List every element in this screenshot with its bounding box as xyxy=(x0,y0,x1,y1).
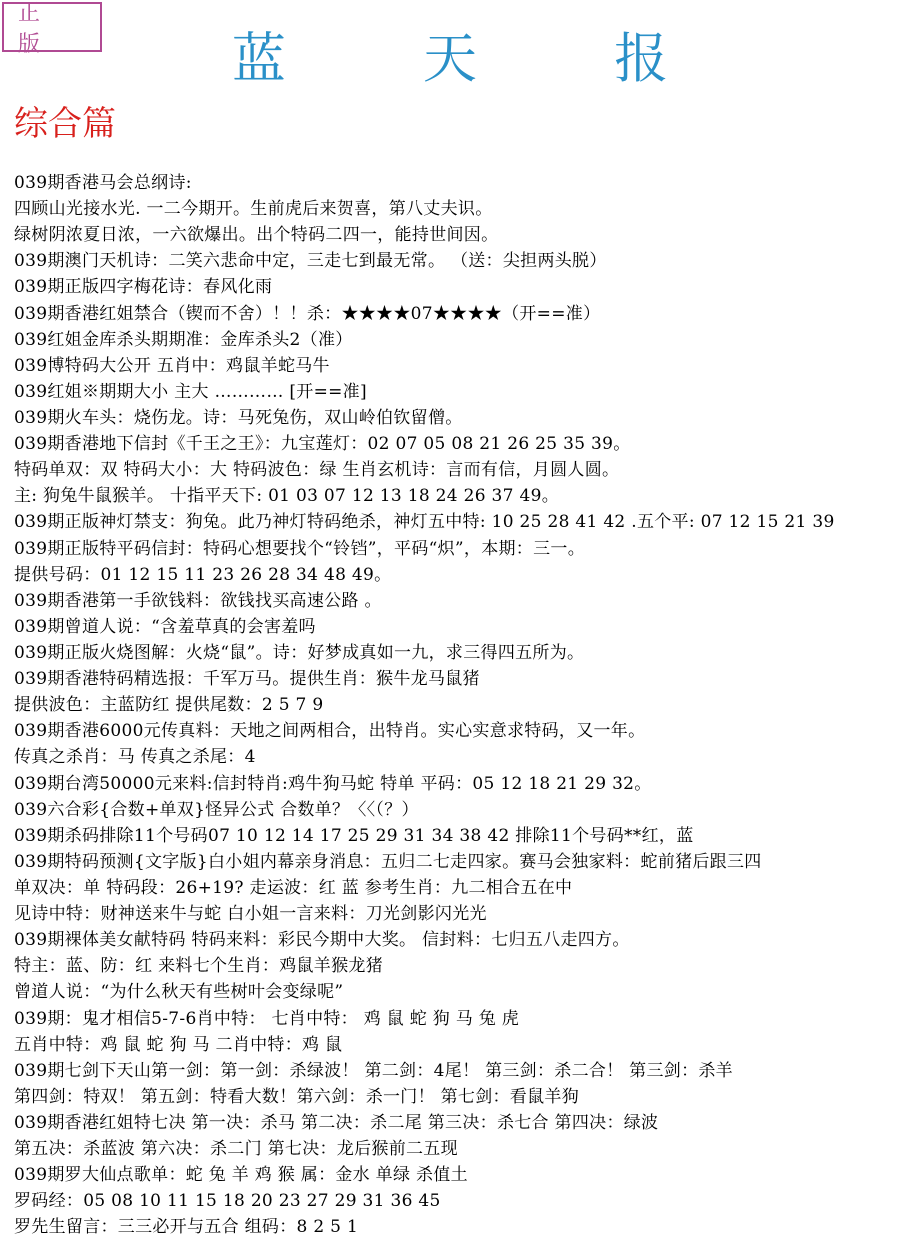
content-lines xyxy=(14,170,898,1240)
text-line: 039期正版神灯禁支：狗兔。此乃神灯特码绝杀，神灯五中特: 10 25 28 41 42 .五个平: 07 12 15 21 39 xyxy=(14,512,835,533)
text-line: 第五决：杀蓝波 第六决：杀二门 第七决：龙后猴前二五现 xyxy=(14,1139,458,1160)
text-line: 039期特码预测{文字版}白小姐内幕亲身消息：五归二七走四家。赛马会独家料：蛇前猪后跟三四 xyxy=(14,851,762,872)
text-line: 罗先生留言：三三必开与五合 组码：8 2 5 1 xyxy=(14,1217,359,1238)
text-line: 见诗中特：财神送来牛与蛇 白小姐一言来料：刀光剑影闪光光 xyxy=(14,904,487,925)
text-line: 039期澳门天机诗：二笑六悲命中定，三走七到最无常。 （送：尖担两头脱） xyxy=(14,251,607,272)
text-line: 039期正版四字梅花诗：春风化雨 xyxy=(14,277,273,298)
text-line: 单双决：单 特码段：26+19? 走运波：红 蓝 参考生肖：九二相合五在中 xyxy=(14,877,573,898)
edition-stamp: 正 版 xyxy=(2,2,102,52)
text-line: 提供号码：01 12 15 11 23 26 28 34 48 49。 xyxy=(14,564,392,585)
newspaper-title: 蓝 天 报 xyxy=(231,27,729,90)
text-line: 特主：蓝、防：红 来料七个生肖：鸡鼠羊猴龙猪 xyxy=(14,956,384,977)
text-line: 039期曾道人说：“含羞草真的会害羞吗 xyxy=(14,616,316,637)
text-line: 039六合彩{合数+单双}怪异公式 合数单？〈〈（？） xyxy=(14,799,419,820)
text-line: 039期香港第一手欲钱料：欲钱找买高速公路 。 xyxy=(14,590,382,611)
text-line: 主: 狗兔牛鼠猴羊。 十指平天下: 01 03 07 12 13 18 24 26 37 49。 xyxy=(14,486,560,507)
text-line: 039期罗大仙点歌单：蛇 兔 羊 鸡 猴 属：金水 单绿 杀值土 xyxy=(14,1165,468,1186)
text-line: 039期：鬼才相信5-7-6肖中特： 七肖中特： 鸡 鼠 蛇 狗 马 兔 虎 xyxy=(14,1008,520,1029)
text-line: 039期香港红姐禁合（锲而不舍）！！杀：★★★★07★★★★（开==准） xyxy=(14,303,601,324)
text-line: 039期火车头：烧伤龙。诗：马死兔伤，双山岭伯钦留僧。 xyxy=(14,407,463,428)
text-line: 曾道人说：“为什么秋天有些树叶会变绿呢” xyxy=(14,982,344,1003)
text-line: 039博特码大公开 五肖中：鸡鼠羊蛇马牛 xyxy=(14,355,330,376)
text-line: 五肖中特：鸡 鼠 蛇 狗 马 二肖中特：鸡 鼠 xyxy=(14,1034,343,1055)
text-line: 039期香港马会总纲诗: xyxy=(14,173,192,193)
text-line: 039期香港特码精选报：千军万马。提供生肖：猴牛龙马鼠猪 xyxy=(14,669,480,690)
text-line: 提供波色：主蓝防红 提供尾数：2 5 7 9 xyxy=(14,695,324,716)
text-line: 039红姐※期期大小 主大 ………… [开==准] xyxy=(14,381,367,402)
text-line: 039期杀码排除11个号码07 10 12 14 17 25 29 31 34 38 42 排除11个号码**红，蓝 xyxy=(14,825,694,846)
text-line: 四顾山光接水光. 一二今期开。生前虎后来贺喜，第八丈夫识。 xyxy=(14,199,493,220)
text-line: 特码单双：双 特码大小：大 特码波色：绿 生肖玄机诗：言而有信，月圆人圆。 xyxy=(14,460,620,481)
text-line: 039期香港地下信封《千王之王》：九宝莲灯：02 07 05 08 21 26 25 35 39。 xyxy=(14,434,631,455)
text-line: 039期正版火烧图解：火烧“鼠”。诗：好梦成真如一九，求三得四五所为。 xyxy=(14,642,585,663)
text-line: 039期台湾50000元来料:信封特肖:鸡牛狗马蛇 特单 平码：05 12 18 21 29 32。 xyxy=(14,773,652,794)
text-line: 039期正版特平码信封：特码心想要找个“铃铛”，平码“炽”，本期：三一。 xyxy=(14,538,586,559)
text-line: 绿树阴浓夏日浓，一六欲爆出。出个特码二四一，能持世间因。 xyxy=(14,225,499,246)
text-line: 罗码经：05 08 10 11 15 18 20 23 27 29 31 36 45 xyxy=(14,1191,441,1212)
text-line: 039期七剑下天山第一剑：第一剑：杀绿波！ 第二剑：4尾！ 第三剑：杀二合！ 第三剑：杀羊 xyxy=(14,1060,733,1081)
text-line: 039红姐金库杀头期期准：金库杀头2（准） xyxy=(14,329,353,350)
section-heading: 综合篇 xyxy=(14,104,116,144)
text-line: 第四剑：特双！ 第五剑：特看大数！第六剑：杀一门！ 第七剑：看鼠羊狗 xyxy=(14,1086,580,1107)
text-line: 039期裸体美女献特码 特码来料：彩民今期中大奖。 信封料：七归五八走四方。 xyxy=(14,930,630,951)
text-line: 传真之杀肖：马 传真之杀尾：4 xyxy=(14,747,256,768)
text-line: 039期香港红姐特七决 第一决：杀马 第二决：杀二尾 第三决：杀七合 第四决：绿波 xyxy=(14,1112,659,1133)
text-line: 039期香港6000元传真料：天地之间两相合，出特肖。实心实意求特码，又一年。 xyxy=(14,721,646,742)
